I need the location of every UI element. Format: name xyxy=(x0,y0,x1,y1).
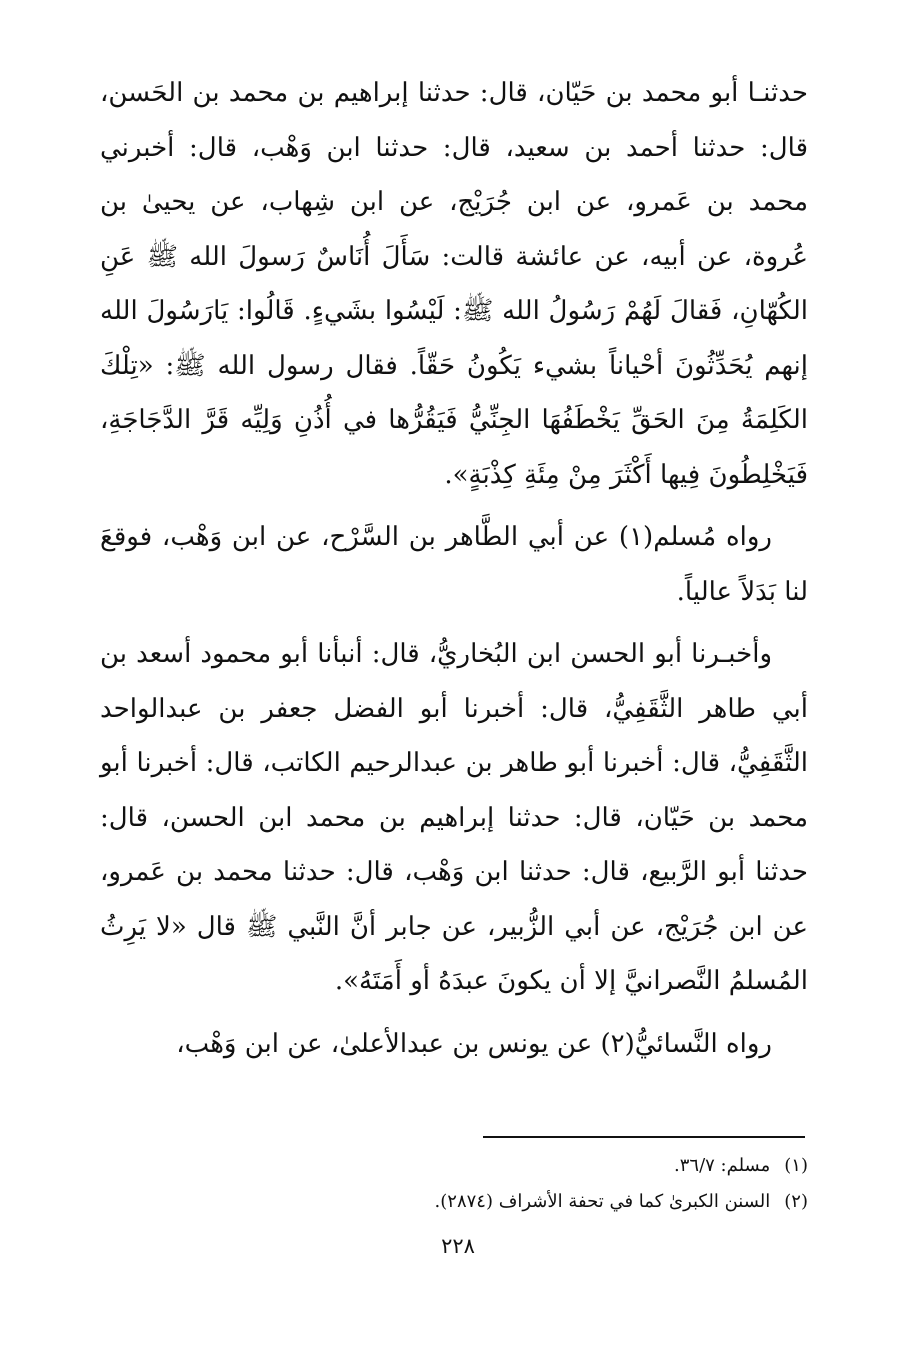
footnote-text: السنن الكبرىٰ كما في تحفة الأشراف (٢٨٧٤). xyxy=(434,1191,771,1212)
attribution-paragraph-2: رواه النَّسائيُّ(٢) عن يونس بن عبدالأعلىٰ، عن ابن وَهْب، xyxy=(176,1028,772,1059)
footnote-1 xyxy=(100,1148,808,1184)
hadith-paragraph-2: وأخبـرنا أبو الحسن ابن البُخاريُّ، قال: أنبأنا أبو محمود أسعد بن أبي طاهر الثَّقَفِيُّ، قال: أخبرنا أبو الفضل جعفر بن عبدالواحد الثَّقَفِيُّ، قال: أخبرنا أبو طاهر بن عبدالرحيم الكاتب، قال: أخبرنا أبو محمد بن حَيّان، قال: حدثنا إبراهيم بن محمد ابن الحسن، قال: حدثنا أبو الرَّبيع، قال: حدثنا ابن وَهْب، قال: حدثنا محمد بن عَمرو، عن ابن جُرَيْج، عن أبي الزُّبير، عن جابر أنَّ النَّبي ﷺ قال «لا يَرِثُ المُسلمُ النَّصرانيَّ إلا أن يكونَ عبدَهُ أو أَمَتَهُ». xyxy=(100,639,808,996)
attribution-paragraph-1: رواه مُسلم(١) عن أبي الطَّاهر بن السَّرْح، عن ابن وَهْب، فوقعَ لنا بَدَلاً عالياً. xyxy=(100,522,808,607)
footnote-divider xyxy=(483,1136,805,1138)
hadith-paragraph-1: حدثنـا أبو محمد بن حَيّان، قال: حدثنا إبراهيم بن محمد بن الحَسن، قال: حدثنا أحمد بن سعيد، قال: حدثنا ابن وَهْب، قال: أخبرني محمد بن عَمرو، عن ابن جُرَيْج، عن ابن شِهاب، عن يحيىٰ بن عُروة، عن أبيه، عن عائشة قالت: سَأَلَ أُنَاسٌ رَسولَ الله ﷺ عَنِ الكُهّانِ، فَقالَ لَهُمْ رَسُولُ الله ﷺ: لَيْسُوا بشَيءٍ. قَالُوا: يَارَسُولَ الله إنهم يُحَدِّثُونَ أحْياناً بشيء يَكُونُ حَقّاً. فقال رسول الله ﷺ: «تِلْكَ الكَلِمَةُ مِنَ الحَقِّ يَخْطَفُهَا الجِنِّيُّ فَيَقُرُّها في أُذُنِ وَلِيِّه قَرَّ الدَّجَاجَةِ، فَيَخْلِطُونَ فِيها أَكْثَرَ مِنْ مِئَةِ كِذْبَةٍ». xyxy=(100,78,808,490)
footnote-text: مسلم: ٣٦/٧. xyxy=(674,1155,771,1176)
footnote-2 xyxy=(100,1184,808,1220)
footnotes xyxy=(100,1148,808,1220)
page-number: ٢٢٨ xyxy=(441,1234,475,1258)
footnote-number: (١) xyxy=(784,1155,808,1176)
main-text xyxy=(100,66,808,1071)
footnote-number: (٢) xyxy=(784,1191,808,1212)
